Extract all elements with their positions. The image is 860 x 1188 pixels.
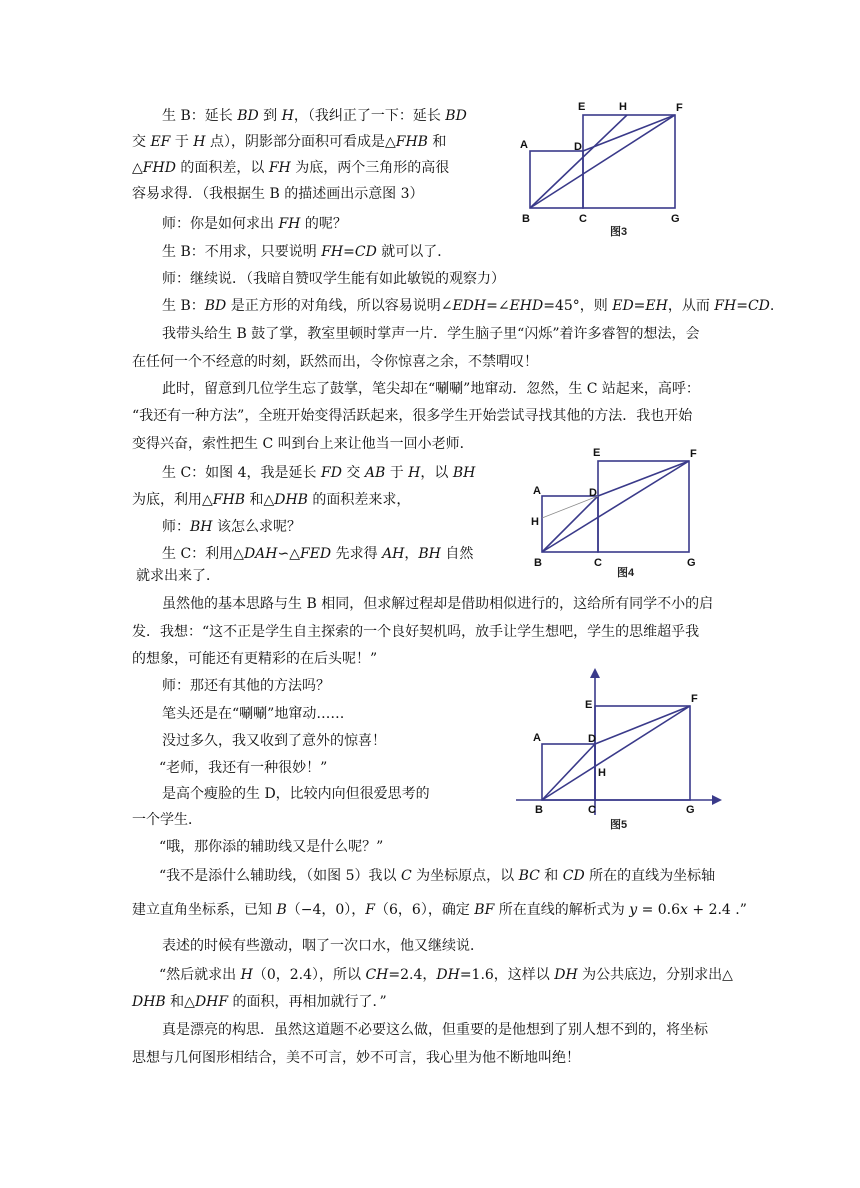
label-g: G: [671, 213, 680, 225]
text-line-l31: [162, 937, 484, 955]
italic-symbol: BH: [452, 465, 476, 481]
text-run: 思想与几何图形相结合，美不可言，妙不可言，我心里为他不断地叫绝！: [132, 1050, 580, 1066]
italic-symbol: FHB: [395, 134, 428, 150]
text-run: 生 B：延长: [162, 108, 238, 124]
text-run: “老师，我还有一种很妙！”: [159, 760, 328, 776]
text-run: ，（我纠正了一下：延长: [293, 108, 446, 124]
text-run: 点），阴影部分面积可看成是△: [205, 134, 396, 150]
text-line-l35: [132, 1049, 580, 1067]
text-run: 师：: [162, 519, 190, 535]
label-e: E: [585, 699, 593, 711]
italic-symbol: H: [193, 134, 206, 150]
italic-symbol: BH: [418, 546, 441, 562]
label-e: E: [578, 101, 586, 113]
text-line-l23: [162, 705, 344, 723]
label-c: C: [588, 804, 596, 816]
italic-symbol: DH: [554, 967, 578, 983]
text-run: △: [132, 160, 143, 176]
text-run: + 2.4 .”: [687, 902, 747, 918]
text-run: 生 B：: [162, 298, 205, 314]
text-run: 没过多久，我又收到了意外的惊喜！: [162, 733, 386, 749]
text-line-l5: [162, 215, 347, 233]
text-run: 就可以了．: [376, 244, 452, 260]
label-b: B: [535, 804, 543, 816]
italic-symbol: BC: [518, 868, 540, 884]
y-axis-arrow-icon: [590, 668, 600, 678]
label-d: D: [589, 487, 597, 499]
segment-df: [583, 115, 675, 151]
text-run: “我还有一种方法”，全班开始变得活跃起来，很多学生开始尝试寻找其他的方法．我也开始: [132, 408, 693, 424]
figure-5-caption: 图5: [610, 819, 628, 831]
text-run: 我带头给生 B 鼓了掌，教室里顿时掌声一片．学生脑子里“闪烁”着许多睿智的想法，会: [162, 326, 700, 342]
text-line-l16: [162, 518, 301, 536]
italic-symbol: FED: [299, 546, 332, 562]
label-f: F: [690, 448, 697, 460]
text-run: 的面积差，以: [175, 160, 269, 176]
text-line-l14: [162, 464, 475, 482]
segment-bh: [530, 115, 627, 208]
figure-4-diagram: [525, 440, 725, 590]
text-line-l13: [132, 435, 474, 453]
text-line-l17: [162, 545, 473, 563]
text-run: 先求得: [331, 546, 383, 562]
text-run: 表述的时候有些激动，咽了一次口水，他又继续说．: [162, 938, 484, 954]
text-run: = 0.6: [637, 902, 681, 918]
text-run: 交: [132, 134, 151, 150]
text-run: 师：你是如何求出: [162, 216, 279, 232]
large-square-cefg: [583, 115, 675, 208]
text-run: 在任何一个不经意的时刻，跃然而出，令你惊喜之余，不禁喟叹！: [132, 354, 538, 370]
segment-df: [595, 706, 690, 744]
label-d: D: [574, 141, 582, 153]
text-line-l3: [132, 159, 449, 177]
text-run: ，: [404, 546, 419, 562]
text-run: 所在的直线为坐标轴: [584, 868, 716, 884]
text-run: 自然: [440, 546, 474, 562]
text-run: 为坐标原点，以: [411, 868, 519, 884]
text-run: 的面积差来求，: [307, 492, 411, 508]
text-run: 就求出来了．: [136, 568, 220, 584]
text-line-l27: [132, 811, 202, 829]
label-g: G: [686, 804, 695, 816]
text-run: 变得兴奋，索性把生 C 叫到台上来让他当一回小老师．: [132, 436, 474, 452]
text-line-l33: [132, 993, 387, 1011]
text-line-l30: [132, 901, 747, 919]
figure-3-diagram: [510, 95, 710, 245]
text-run: 的想象，可能还有更精彩的在后头呢！”: [132, 651, 378, 667]
italic-symbol: BH: [190, 519, 213, 535]
segment-bf: [542, 706, 690, 800]
text-run: “然后就求出: [159, 967, 241, 983]
text-run: 生 C：利用△: [162, 546, 244, 562]
large-square-cefg: [598, 461, 689, 552]
text-run: 容易求得．（我根据生 B 的描述画出示意图 3）: [132, 186, 424, 202]
segment-bf: [530, 115, 675, 208]
text-line-l8: [162, 297, 774, 315]
italic-symbol: H: [281, 108, 294, 124]
segment-df: [598, 461, 689, 496]
figure-4-caption: 图4: [617, 567, 635, 579]
italic-symbol: F: [365, 902, 376, 918]
label-c: C: [594, 557, 602, 569]
text-run: （0，2.4），所以: [252, 967, 366, 983]
text-run: （6，6），确定: [375, 902, 475, 918]
segment-bd: [542, 496, 598, 552]
text-run: =∠: [486, 298, 510, 314]
text-run: 该怎么求呢？: [212, 519, 301, 535]
text-run: （−4，0），: [286, 902, 366, 918]
text-run: 交: [341, 465, 365, 481]
italic-symbol: CH: [365, 967, 389, 983]
italic-symbol: EF: [150, 134, 171, 150]
italic-symbol: H: [408, 465, 421, 481]
text-run: 是高个瘦脸的生 D，比较内向但很爱思考的: [162, 786, 430, 802]
text-run: 于: [170, 134, 194, 150]
text-line-l4: [132, 185, 424, 203]
text-run: 为底，两个三角形的高很: [290, 160, 450, 176]
text-line-l20: [132, 623, 699, 641]
label-a: A: [533, 732, 541, 744]
text-run: 一个学生．: [132, 812, 202, 828]
text-run: =45°，则: [543, 298, 613, 314]
italic-symbol: AB: [364, 465, 386, 481]
text-run: 和: [427, 134, 447, 150]
text-run: ∽△: [277, 546, 300, 562]
text-line-l34: [162, 1021, 708, 1039]
text-line-l11: [162, 380, 700, 398]
text-line-l12: [132, 407, 692, 425]
segment-hd: [542, 496, 598, 518]
italic-symbol: x: [680, 902, 688, 918]
text-run: 虽然他的基本思路与生 B 相同，但求解过程却是借助相似进行的，这给所有同学不小的启: [162, 596, 714, 612]
italic-symbol: C: [400, 868, 412, 884]
label-b: B: [534, 557, 542, 569]
text-run: .: [769, 298, 775, 314]
text-run: 真是漂亮的构思．虽然这道题不必要这么做，但重要的是他想到了别人想不到的，将坐标: [162, 1022, 708, 1038]
text-run: 生 B：不用求，只要说明: [162, 244, 322, 260]
italic-symbol: FH: [268, 160, 291, 176]
text-run: 的呢？: [300, 216, 347, 232]
italic-symbol: FD: [320, 465, 342, 481]
text-run: 到: [258, 108, 282, 124]
label-h: H: [531, 516, 539, 528]
text-run: ，从而: [667, 298, 715, 314]
italic-symbol: ED=EH: [612, 298, 668, 314]
text-line-l28: [159, 838, 383, 856]
italic-symbol: FHD: [142, 160, 176, 176]
text-run: 所在直线的解析式为: [494, 902, 630, 918]
text-line-l7: [162, 270, 505, 288]
x-axis-arrow-icon: [712, 795, 722, 805]
text-line-l22: [162, 677, 330, 695]
text-line-l19: [162, 595, 713, 613]
text-run: =2.4，: [388, 967, 437, 983]
text-run: =1.6，这样以: [459, 967, 555, 983]
text-line-l2: [132, 133, 446, 151]
label-f: F: [676, 102, 683, 114]
text-run: 和: [539, 868, 563, 884]
italic-symbol: DHB: [132, 994, 166, 1010]
figure-5-diagram: [510, 660, 725, 835]
italic-symbol: AH: [382, 546, 405, 562]
italic-symbol: y: [629, 902, 638, 918]
text-run: 为底，利用△: [132, 492, 213, 508]
label-d: D: [588, 733, 596, 745]
text-run: 于: [385, 465, 409, 481]
label-b: B: [522, 213, 530, 225]
segment-bf: [542, 461, 689, 552]
italic-symbol: BD: [445, 108, 467, 124]
text-line-l29: [159, 867, 715, 885]
text-run: 是正方形的对角线，所以容易说明∠: [226, 298, 453, 314]
text-line-l24: [162, 732, 386, 750]
italic-symbol: DH: [436, 967, 460, 983]
italic-symbol: FH=CD: [714, 298, 770, 314]
text-run: 建立直角坐标系，已知: [132, 902, 277, 918]
text-line-l26: [162, 785, 430, 803]
text-run: 发．我想：“这不正是学生自主探索的一个良好契机吗，放手让学生想吧，学生的思维超乎我: [132, 624, 700, 640]
italic-symbol: DHB: [274, 492, 308, 508]
text-run: ，以: [420, 465, 453, 481]
text-run: “我不是添什么辅助线，（如图 5）我以: [159, 868, 401, 884]
label-a: A: [520, 139, 528, 151]
text-line-l18: [136, 567, 220, 585]
text-run: 和△: [165, 994, 195, 1010]
text-line-l21: [132, 650, 377, 668]
italic-symbol: FH=CD: [321, 244, 377, 260]
italic-symbol: FHB: [212, 492, 245, 508]
text-run: 此时，留意到几位学生忘了鼓掌，笔尖却在“唰唰”地窜动．忽然，生 C 站起来，高呼：: [162, 381, 700, 397]
label-c: C: [579, 213, 587, 225]
italic-symbol: BD: [204, 298, 227, 314]
text-run: “哦，那你添的辅助线又是什么呢？”: [159, 839, 384, 855]
text-line-l10: [132, 353, 538, 371]
text-line-l25: [159, 759, 327, 777]
text-run: 为公共底边，分别求出△: [577, 967, 733, 983]
italic-symbol: BF: [474, 902, 495, 918]
italic-symbol: CD: [562, 868, 585, 884]
italic-symbol: EDH: [452, 298, 487, 314]
text-run: 和△: [245, 492, 275, 508]
figure-3-caption: 图3: [610, 226, 628, 238]
label-h: H: [598, 767, 606, 779]
italic-symbol: DHF: [194, 994, 229, 1010]
label-e: E: [593, 447, 601, 459]
text-run: 笔头还是在“唰唰”地窜动……: [162, 706, 345, 722]
label-a: A: [533, 485, 541, 497]
text-line-l32: [159, 966, 733, 984]
label-f: F: [691, 693, 698, 705]
text-run: 生 C：如图 4，我是延长: [162, 465, 321, 481]
text-run: 师：那还有其他的方法吗？: [162, 678, 330, 694]
text-line-l1: [162, 107, 467, 125]
text-line-l15: [132, 491, 410, 509]
italic-symbol: DAH: [243, 546, 278, 562]
italic-symbol: B: [276, 902, 287, 918]
italic-symbol: H: [240, 967, 253, 983]
text-run: 的面积，再相加就行了．”: [228, 994, 387, 1010]
large-square-cefg: [595, 706, 690, 800]
italic-symbol: FH: [278, 216, 301, 232]
label-h: H: [619, 101, 627, 113]
text-line-l6: [162, 243, 451, 261]
text-line-l9: [162, 325, 700, 343]
text-run: 师：继续说．（我暗自赞叹学生能有如此敏锐的观察力）: [162, 271, 505, 287]
label-g: G: [687, 557, 696, 569]
italic-symbol: EHD: [509, 298, 544, 314]
italic-symbol: BD: [237, 108, 259, 124]
